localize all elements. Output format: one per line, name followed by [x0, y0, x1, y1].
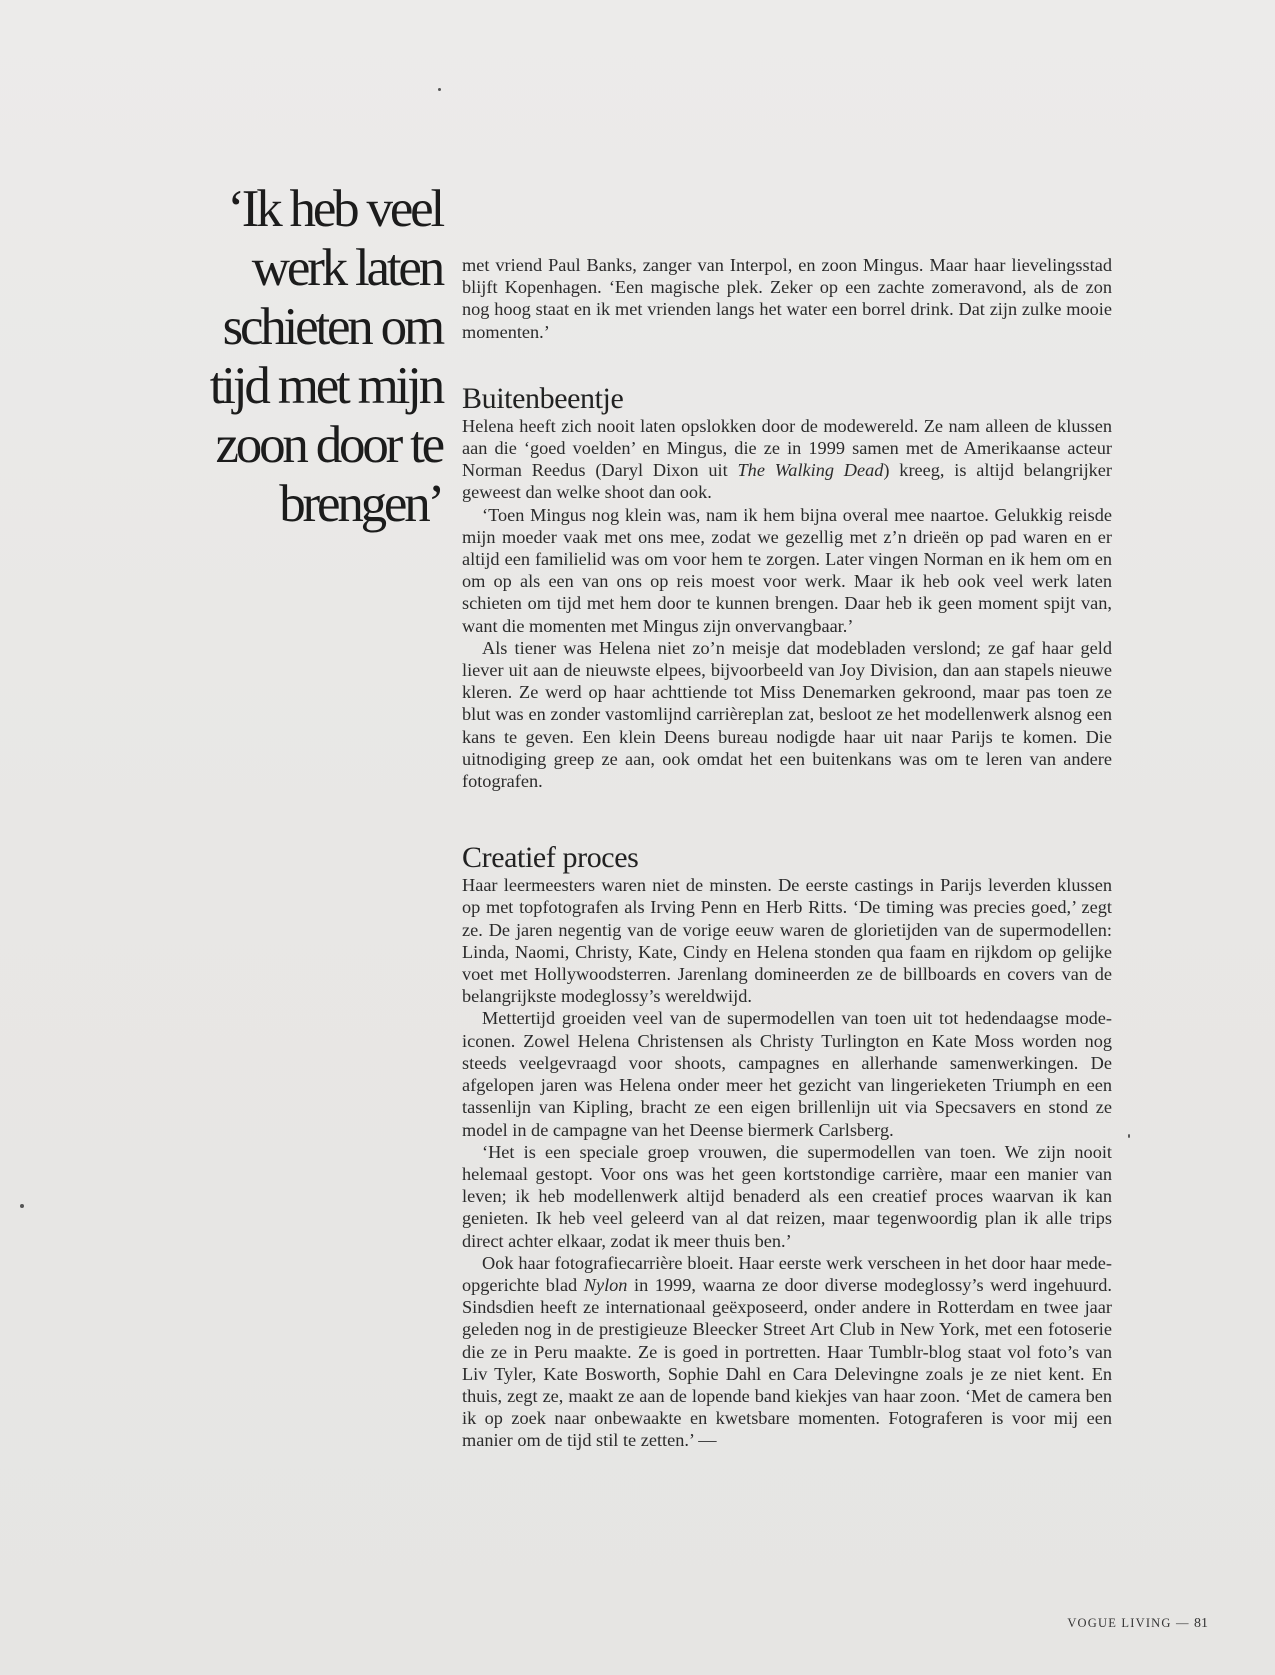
- body-paragraph: Mettertijd groeiden veel van de supermodellen van toen uit tot hedendaagse mode-iconen. Zowel Helena Christensen als Christy Turlington en Kate Moss worden nog steeds veelgevraagd voor shoots, campagnes en allerhande samenwerkingen. De afgelopen jaren was Helena onder meer het gezicht van lingerieketen Triumph en een tassenlijn van Kipling, bracht ze een eigen brillenlijn uit via Specsavers en stond ze model in de campagne van het Deense biermerk Carlsberg.: [462, 1008, 1112, 1140]
- pull-quote-line: brengen’: [279, 475, 442, 533]
- body-text: Helena heeft zich nooit laten opslokken door de modewereld. Ze nam alleen de klussen aan die ‘goed voelden’ en Mingus, die ze in 1999 samen met de Amerikaanse acteur Norman Reedus (Daryl Dixon uit: [462, 415, 1112, 481]
- dust-speck: [20, 1204, 24, 1208]
- pull-quote-line: schieten om: [222, 298, 442, 356]
- body-paragraph: Haar leermeesters waren niet de minsten. De eerste castings in Parijs leverden klussen op met topfotografen als Irving Penn en Herb Ritts. ‘De timing was precies goed,’ zegt ze. De jaren negentig van de vorige eeuw waren de glorietijden van de supermodellen: Linda, Naomi, Christy, Kate, Cindy en Helena stonden qua faam en rijkdom op gelijke voet met Hollywoodsterren. Jarenlang domineerden ze de billboards en covers van de belangrijkste modeglossy’s wereldwijd.: [462, 875, 1112, 1007]
- dust-speck: [438, 88, 441, 91]
- pull-quote: [120, 180, 442, 534]
- body-paragraph: [462, 415, 1112, 504]
- body-paragraph: [462, 1252, 1112, 1452]
- body-paragraph: Als tiener was Helena niet zo’n meisje dat modebladen verslond; ze gaf haar geld liever uit aan de nieuwste elpees, bijvoorbeeld van Joy Division, dan aan stapels nieuwe kleren. Ze werd op haar achttiende tot Miss Denemarken gekroond, maar pas toen ze blut was en zonder vastomlijnd carrièreplan zat, besloot ze het modellenwerk alsnog een kans te geven. Een klein Deens bureau nodigde haar uit naar Parijs te komen. Die uitnodiging greep ze aan, ook omdat het een buitenkans was om te leren van andere fotografen.: [462, 637, 1112, 792]
- section-heading-buitenbeentje: Buitenbeentje: [462, 381, 624, 415]
- pull-quote-line: tijd met mijn: [209, 357, 442, 415]
- article-column: [462, 254, 1112, 1452]
- pull-quote-line: werk laten: [251, 239, 442, 297]
- dust-speck: [1128, 1134, 1130, 1138]
- magazine-name: VOGUE LIVING: [1067, 1616, 1172, 1630]
- footer-separator: —: [1175, 1616, 1190, 1630]
- body-text: Ook haar fotografiecarrière bloeit. Haar eerste werk verscheen in het door haar mede-opgerichte blad: [462, 1252, 1112, 1295]
- pull-quote-line: ‘Ik heb veel: [227, 180, 442, 238]
- section-heading-creatief-proces: Creatief proces: [462, 841, 639, 875]
- page-number: 81: [1194, 1616, 1208, 1631]
- body-text: ) kreeg, is altijd belangrijker geweest dan welke shoot dan ook.: [462, 460, 1112, 503]
- page-footer: [1067, 1616, 1208, 1632]
- title-italic: Nylon: [583, 1274, 628, 1295]
- body-text: in 1999, waarna ze door diverse modeglossy’s werd ingehuurd. Sindsdien heeft ze internationaal geëxposeerd, onder andere in Rotterdam en twee jaar geleden nog in de prestigieuze Bleecker Street Art Club in New York, met een fotoserie die ze in Peru maakte. Ze is goed in portretten. Haar Tumblr-blog staat vol foto’s van Liv Tyler, Kate Bosworth, Sophie Dahl en Cara Delevingne zoals je ze niet kent. En thuis, zegt ze, maakt ze aan de lopende band kiekjes van haar zoon. ‘Met de camera ben ik op zoek naar onbewaakte en kwetsbare momenten. Fotograferen is voor mij een manier om de tijd stil te zetten.’ —: [462, 1274, 1112, 1451]
- title-italic: The Walking Dead: [737, 460, 884, 481]
- pull-quote-line: zoon door te: [215, 416, 442, 474]
- body-paragraph: ‘Toen Mingus nog klein was, nam ik hem bijna overal mee naartoe. Gelukkig reisde mijn moeder vaak met ons mee, zodat we gezellig met z’n drieën op pad waren en er altijd een familielid was om voor hem te zorgen. Later vingen Norman en ik hem om en om op als een van ons op reis moest voor werk. Maar ik heb ook veel werk laten schieten om tijd met hem door te kunnen brengen. Daar heb ik geen moment spijt van, want die momenten met Mingus zijn onvervangbaar.’: [462, 504, 1112, 636]
- intro-paragraph: met vriend Paul Banks, zanger van Interpol, en zoon Mingus. Maar haar lievelingsstad blijft Kopenhagen. ‘Een magische plek. Zeker op een zachte zomeravond, als de zon nog hoog staat en ik met vrienden langs het water een borrel drink. Dat zijn zulke mooie momenten.’: [462, 255, 1112, 342]
- body-paragraph: ‘Het is een speciale groep vrouwen, die supermodellen van toen. We zijn nooit helemaal gestopt. Voor ons was het geen kortstondige carrière, maar een manier van leven; ik heb modellenwerk altijd benaderd als een creatief proces waarvan ik kan genieten. Ik heb veel geleerd van al dat reizen, maar tegenwoordig plan ik alle trips direct achter elkaar, zodat ik meer thuis ben.’: [462, 1141, 1112, 1251]
